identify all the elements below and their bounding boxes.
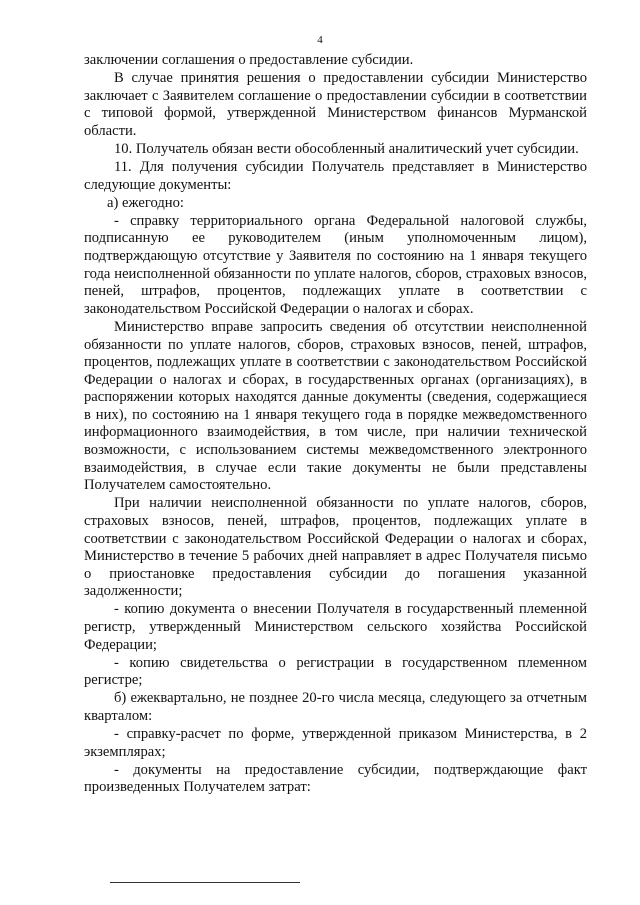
item-tax-certificate: - справку территориального органа Федеральной налоговой службы, подписанную ее руководителем (иным уполномоченным лицом), подтверждающую отсутствие у Заявителя по состоянию на 1 января текущего года неисполненной обязанности по уплате налогов, сборов, страховых взносов, пеней, штрафов, процентов, подлежащих уплате в соответствии с законодательством Российской Федерации о налогах и сборах. bbox=[84, 212, 587, 317]
paragraph-1-continuation: заключении соглашения о предоставление субсидии. bbox=[84, 52, 414, 68]
item-calculation-certificate: - справку-расчет по форме, утвержденной приказом Министерства, в 2 экземплярах; bbox=[84, 726, 587, 760]
item-expense-documents: - документы на предоставление субсидии, подтверждающие факт произведенных Получателем затрат: bbox=[84, 761, 587, 796]
paragraph-10: 10. Получатель обязан вести обособленный аналитический учет субсидии. bbox=[114, 140, 579, 157]
paragraph-ministry-request: Министерство вправе запросить сведения об отсутствии неисполненной обязанности по уплате налогов, сборов, страховых взносов, пеней, штрафов, процентов, подлежащих уплате в соответствии с законодательством Российской Федерации о налогах и сборах, в государственных органах (организациях), в распоряжении которых находятся данные документы (сведения, содержащиеся в них), по состоянию на 1 января текущего года в порядке межведомственного информационного взаимодействия, в том числе, при наличии технической возможности, с использованием системы межведомственного электронного взаимодействия, в случае если такие документы не были представлены Получателем самостоятельно. bbox=[84, 318, 587, 494]
item-registry-document: - копию документа о внесении Получателя в государственный племенной регистр, утвержденный Министерством сельского хозяйства Российской Федерации; bbox=[84, 601, 587, 653]
subitem-a-annually: а) ежегодно: bbox=[107, 194, 184, 211]
footer-rule bbox=[110, 882, 300, 883]
paragraph-unpaid-obligation: При наличии неисполненной обязанности по уплате налогов, сборов, страховых взносов, пеней, штрафов, процентов, подлежащих уплате в соответствии с законодательством Российской Федерации о налогах и сборах, Министерство в течение 5 рабочих дней направляет в адрес Получателя письмо о приостановке предоставления субсидии до погашения указанной задолженности; bbox=[84, 495, 587, 600]
paragraph-11: 11. Для получения субсидии Получатель представляет в Министерство следующие документы: bbox=[84, 159, 587, 193]
document-body bbox=[84, 52, 587, 797]
subitem-b-quarterly: б) ежеквартально, не позднее 20-го числа месяца, следующего за отчетным кварталом: bbox=[84, 690, 587, 724]
paragraph-agreement: В случае принятия решения о предоставлении субсидии Министерство заключает с Заявителем соглашение о предоставлении субсидии в соответствии с типовой формой, утвержденной Министерством финансов Мурманской области. bbox=[84, 70, 587, 139]
item-registry-certificate: - копию свидетельства о регистрации в государственном племенном регистре; bbox=[84, 654, 587, 689]
page-number: 4 bbox=[317, 34, 323, 46]
